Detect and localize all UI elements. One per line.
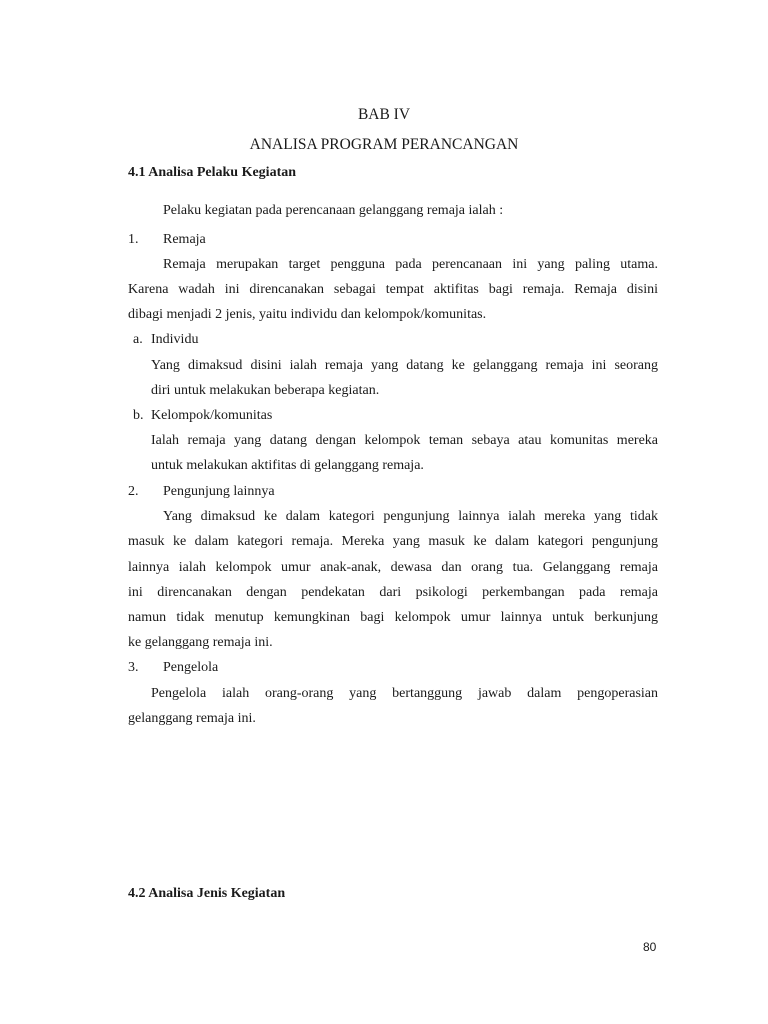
- page-number: 80: [643, 940, 657, 954]
- subitem-title-kelompok: Kelompok/komunitas: [151, 408, 273, 423]
- subitem-title-individu: Individu: [151, 332, 199, 347]
- item-title-remaja: Remaja: [163, 232, 206, 247]
- subitem-letter-a: a.: [133, 332, 143, 347]
- paragraph-line: diri untuk melakukan beberapa kegiatan.: [151, 383, 380, 398]
- item-number-2: 2.: [128, 484, 139, 499]
- paragraph-line: untuk melakukan aktifitas di gelanggang remaja.: [151, 458, 424, 473]
- section-heading-4-2: 4.2 Analisa Jenis Kegiatan: [128, 886, 286, 901]
- chapter-title: ANALISA PROGRAM PERANCANGAN: [249, 136, 519, 153]
- section-intro: Pelaku kegiatan pada perencanaan gelanggang remaja ialah :: [163, 203, 504, 218]
- paragraph-line: Remaja merupakan target pengguna pada perencanaan ini yang paling utama.: [163, 257, 658, 272]
- paragraph-line: Pengelola ialah orang-orang yang bertanggung jawab dalam pengoperasian: [151, 686, 658, 701]
- subitem-letter-b: b.: [133, 408, 144, 423]
- paragraph-line: dibagi menjadi 2 jenis, yaitu individu dan kelompok/komunitas.: [128, 307, 487, 322]
- paragraph-line: Yang dimaksud ke dalam kategori pengunjung lainnya ialah mereka yang tidak: [163, 509, 658, 524]
- chapter-number: BAB IV: [357, 106, 411, 123]
- paragraph-line: ke gelanggang remaja ini.: [128, 635, 273, 650]
- item-title-pengunjung: Pengunjung lainnya: [163, 484, 275, 499]
- item-number-1: 1.: [128, 232, 139, 247]
- paragraph-line: gelanggang remaja ini.: [128, 711, 256, 726]
- paragraph-line: lainnya ialah kelompok umur anak-anak, dewasa dan orang tua. Gelanggang remaja: [128, 560, 658, 575]
- paragraph-line: Ialah remaja yang datang dengan kelompok teman sebaya atau komunitas mereka: [151, 433, 658, 448]
- paragraph-line: Yang dimaksud disini ialah remaja yang datang ke gelanggang remaja ini seorang: [151, 358, 658, 373]
- paragraph-line: ini direncanakan dengan pendekatan dari psikologi perkembangan pada remaja: [128, 585, 658, 600]
- item-number-3: 3.: [128, 660, 139, 675]
- item-title-pengelola: Pengelola: [163, 660, 219, 675]
- paragraph-line: namun tidak menutup kemungkinan bagi kelompok umur lainnya untuk berkunjung: [128, 610, 658, 625]
- section-heading-4-1: 4.1 Analisa Pelaku Kegiatan: [128, 165, 297, 180]
- paragraph-line: masuk ke dalam kategori remaja. Mereka yang masuk ke dalam kategori pengunjung: [128, 534, 658, 549]
- paragraph-line: Karena wadah ini direncanakan sebagai tempat aktifitas bagi remaja. Remaja disini: [128, 282, 658, 297]
